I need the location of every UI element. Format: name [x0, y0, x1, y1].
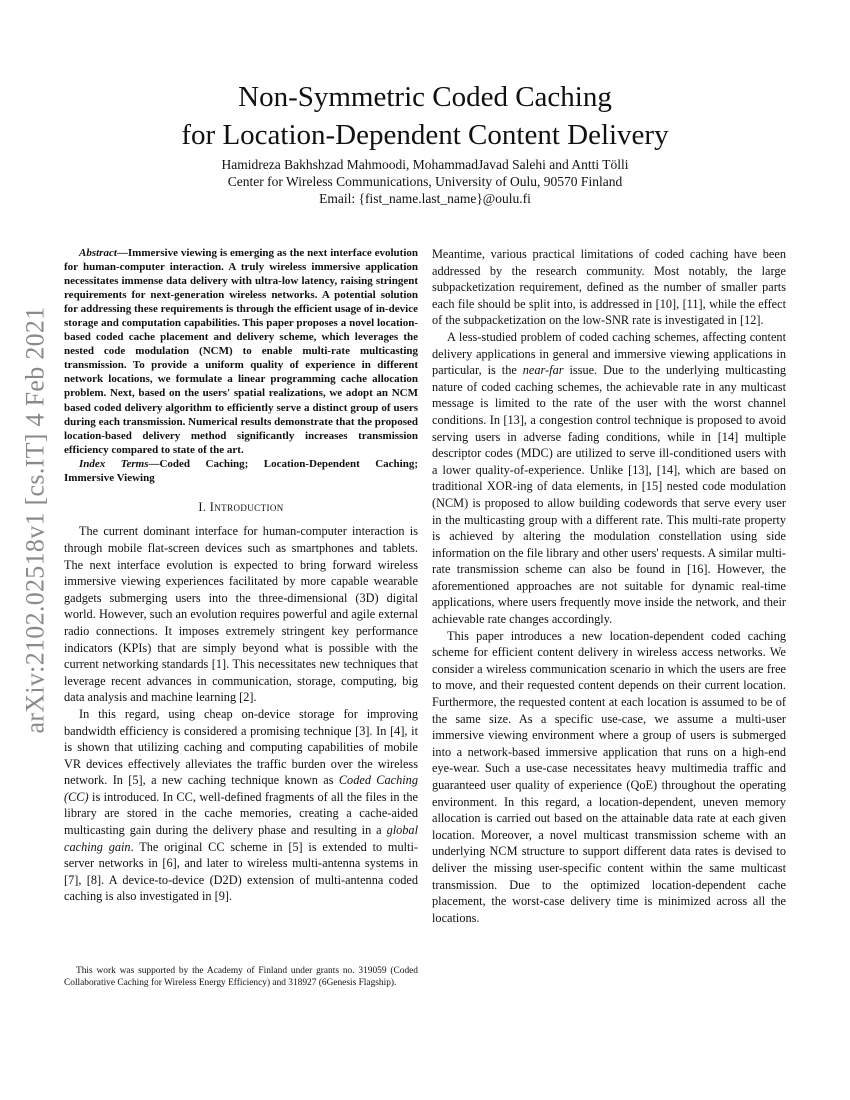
footnote-text: This work was supported by the Academy of Finland under grants no. 319059 (Coded Collaborative Caching for Wireless Energy Efficiency) and 318927 (6Genesis Flagship).: [64, 966, 418, 988]
intro-p4-part-a: A less-studied problem of coded caching schemes, affecting content delivery applications in general and immersive viewing applications in particular, is the: [432, 329, 786, 378]
index-terms: [64, 457, 418, 485]
intro-p2-part-c: . The original CC scheme in [5] is extended to multi-server networks in [6], and later to wireless multi-antenna systems in [7], [8]. A device-to-device (D2D) extension of multi-antenna coded caching is also investigated in [9].: [64, 839, 418, 904]
left-column: [64, 246, 418, 905]
abstract-text: —Immersive viewing is emerging as the next interface evolution for human-computer interaction. A truly wireless immersive application necessitates immense data delivery with ultra-low latency, raising stringent requirements for next-generation wireless networks. A potential solution for addressing these requirements is through the efficient usage of in-device storage and computation capabilities. This paper proposes a novel location-based coded cache placement and delivery scheme, which leverages the nested code modulation (NCM) to enable multi-rate multicasting transmission. To provide a uniform quality of experience in different network locations, we formulate a linear programming cache allocation problem. Next, based on the users' spatial realizations, we adopt an NCM based coded delivery algorithm to efficiently serve a distinct group of users during each transmission. Numerical results demonstrate that the proposed location-based delivery method significantly increases transmission efficiency compared to state of the art.: [64, 247, 418, 456]
intro-p2-emphasis-global-caching-gain: global caching gain: [64, 823, 418, 854]
author-email: Email: {fist_name.last_name}@oulu.fi: [319, 191, 531, 206]
intro-p4-part-b: issue. Due to the underlying multicasting nature of coded caching schemes, the achievable rate in any multicast message is limited to the rate of the user with the worst channel conditions. In [13], a congestion control technique is proposed to avoid serving users in adverse fading conditions, while in [14] multiple descriptor codes (MDC) are utilized to serve ill-conditioned users with a lower quality-of-experience. Unlike [13], [14], which are based on traditional XOR-ing of data elements, in [15] nested code modulation (NCM) is proposed to allow building codewords that serve every user in the multicasting group with a different rate. This multi-rate property is achieved by altering the modulation constellation using side information on the file library and other users' requests. A similar multi-rate transmission scheme can also be found in [16]. However, the aforementioned approaches are not suitable for dynamic real-time applications, where users frequently move inside the network, and their achievable rate changes accordingly.: [432, 363, 787, 627]
author-affiliation: Center for Wireless Communications, University of Oulu, 90570 Finland: [227, 174, 623, 189]
abstract-label: Abstract: [79, 247, 117, 259]
title-line-2: for Location-Dependent Content Delivery: [181, 119, 669, 151]
intro-p4-emphasis-near-far: near-far: [522, 363, 564, 378]
footnote: [64, 966, 418, 990]
intro-p2-part-a: In this regard, using cheap on-device storage for improving bandwidth efficiency is considered a promising technique [3]. In [4], it is shown that utilizing caching and computing capabilities of mobile VR devices effectively alleviates the traffic burden over the wireless network. In [5], a new caching technique known as: [64, 706, 418, 788]
author-block: [100, 156, 750, 207]
abstract: [64, 246, 418, 457]
title-line-1: Non-Symmetric Coded Caching: [238, 81, 612, 113]
index-terms-label: Index Terms: [79, 457, 149, 470]
arxiv-identifier-text: arXiv:2102.02518v1 [cs.IT] 4 Feb 2021: [21, 306, 51, 734]
intro-paragraph-4: [432, 329, 786, 628]
intro-paragraph-1: The current dominant interface for human-computer interaction is through mobile flat-screen devices such as smartphones and tablets. The next interface evolution is expected to bring forward wireless immersive viewing experiences facilitated by more capable wearable gadgets submerging users into the three-dimensional (3D) digital world. However, such an evolution requires powerful and agile external radio connections. It imposes extremely stringent key performance indicators (KPIs) that are simply beyond what is possible with the current networking standards [1]. This necessitates new techniques that leverage recent advances in communication, storage, computing, big data analysis and machine learning [2].: [64, 524, 418, 705]
arxiv-identifier-stamp: [8, 280, 64, 760]
intro-p2-part-b: is introduced. In CC, well-defined fragments of all the files in the library are stored in the cache memories, creating a cache-aided multicasting gain during the delivery phase and resulting in a: [64, 789, 418, 838]
author-names: Hamidreza Bakhshzad Mahmoodi, MohammadJavad Salehi and Antti Tölli: [221, 157, 629, 172]
right-column: [432, 246, 786, 926]
section-heading-introduction: I. Introduction: [198, 499, 284, 514]
intro-paragraph-2: [64, 706, 418, 905]
intro-p2-emphasis-coded-caching: Coded Caching (CC): [64, 773, 418, 804]
intro-paragraph-3: Meantime, various practical limitations of coded caching have been addressed by the research community. Most notably, the large subpacketization requirement, defined as the number of smaller parts each file should be split into, is addressed in [10], [11], while the effect of the subpacketization on the low-SNR rate is investigated in [12].: [432, 247, 786, 328]
paper-title: [100, 78, 750, 154]
index-terms-text: —Coded Caching; Location-Dependent Caching; Immersive Viewing: [64, 457, 418, 484]
intro-paragraph-5: This paper introduces a new location-dependent coded caching scheme for efficient content delivery in wireless access networks. We consider a wireless communication scenario in which the users are free to move, and their requested content depends on their current location. Furthermore, the requested content at each location is assumed to be of the same size. As a specific use-case, we assume a multi-user immersive viewing environment where a group of users is submerged into a network-based immersive application that runs on a high-end eye-wear. Such a use-case necessitates heavy multimedia traffic and guaranteed user quality of experience (QoE) throughout the operating environment. In this regard, a location-dependent, uneven memory allocation is carried out based on the attainable data rate at each given location. Moreover, a novel multicast transmission scheme with an underlying NCM structure to support different data rates is devised to deliver the missing user-specific content within the same multicast transmission. Due to the optimized location-dependent cache placement, the worst-case delivery time is minimized across all the locations.: [432, 628, 786, 925]
